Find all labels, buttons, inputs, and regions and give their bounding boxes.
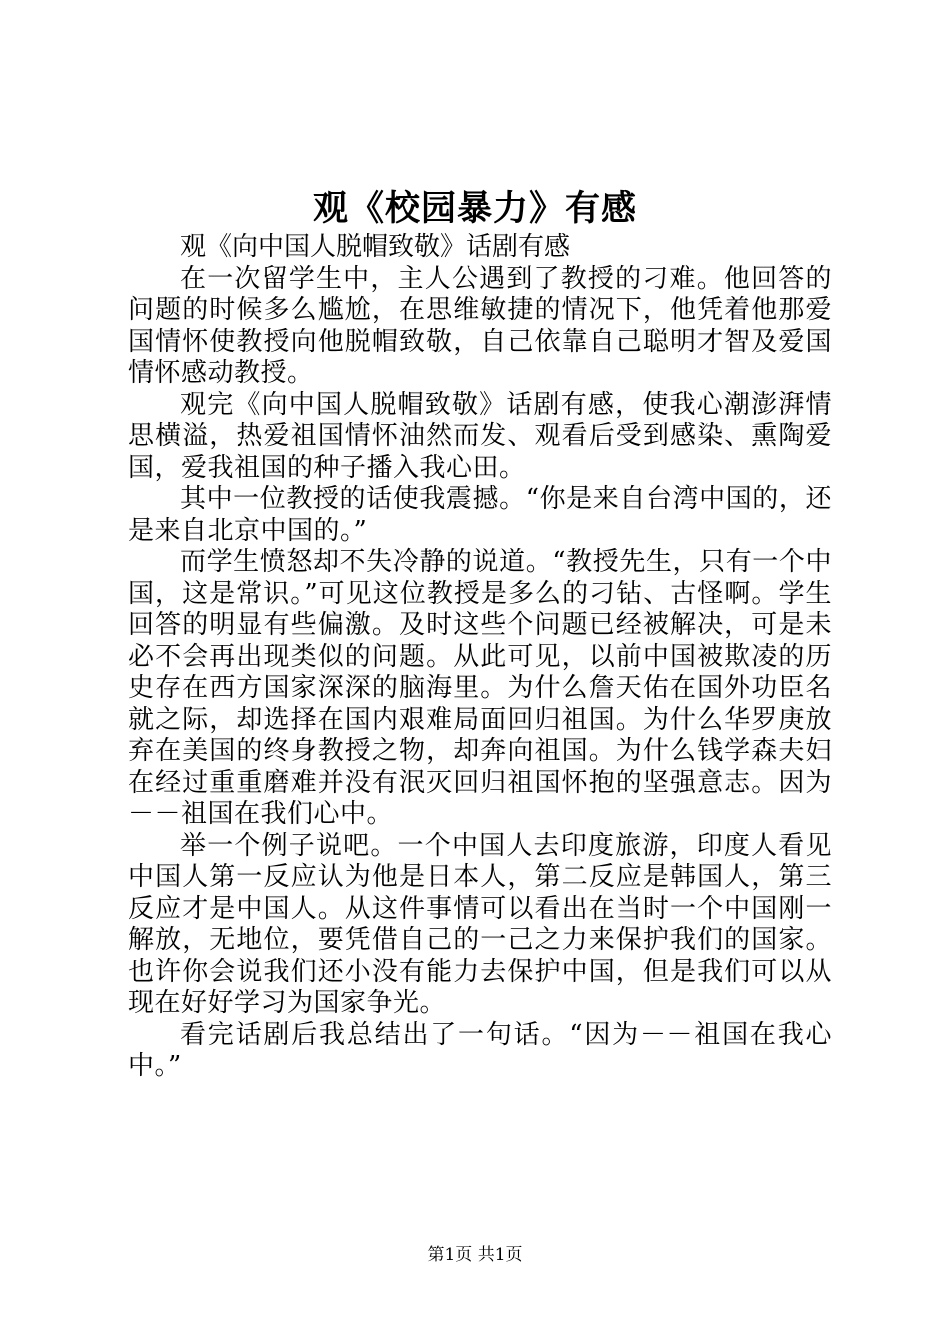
paragraph: 其中一位教授的话使我震撼。“你是来自台湾中国的，还是来自北京中国的。” <box>128 484 832 546</box>
document-body <box>128 232 832 1083</box>
page-footer: 第1页 共1页 <box>427 1245 523 1265</box>
paragraph: 而学生愤怒却不失冷静的说道。“教授先生，只有一个中国，这是常识。”可见这位教授是多么的刁钻、古怪啊。学生回答的明显有些偏激。及时这些个问题已经被解决，可是未必不会再出现类似的问题。从此可见，以前中国被欺凌的历史存在西方国家深深的脑海里。为什么詹天佑在国外功臣名就之际，却选择在国内艰难局面回归祖国。为什么华罗庚放弃在美国的终身教授之物，却奔向祖国。为什么钱学森夫妇在经过重重磨难并没有泯灭回归祖国怀抱的坚强意志。因为－－祖国在我们心中。 <box>128 547 832 829</box>
paragraph: 举一个例子说吧。一个中国人去印度旅游，印度人看见中国人第一反应认为他是日本人，第二反应是韩国人，第三反应才是中国人。从这件事情可以看出在当时一个中国刚一解放，无地位，要凭借自己的一己之力来保护我们的国家。也许你会说我们还小没有能力去保护中国，但是我们可以从现在好好学习为国家争光。 <box>128 830 832 1018</box>
paragraph-subtitle: 观《向中国人脱帽致敬》话剧有感 <box>180 232 571 262</box>
document-title: 观《校园暴力》有感 <box>312 188 637 229</box>
paragraph: 观完《向中国人脱帽致敬》话剧有感，使我心潮澎湃情思横溢，热爱祖国情怀油然而发、观看后受到感染、熏陶爱国，爱我祖国的种子播入我心田。 <box>128 389 832 483</box>
paragraph: 看完话剧后我总结出了一句话。“因为－－祖国在我心中。” <box>128 1019 832 1081</box>
paragraph: 在一次留学生中，主人公遇到了教授的刁难。他回答的问题的时候多么尴尬，在思维敏捷的情况下，他凭着他那爱国情怀使教授向他脱帽致敬，自己依靠自己聪明才智及爱国情怀感动教授。 <box>128 263 832 388</box>
